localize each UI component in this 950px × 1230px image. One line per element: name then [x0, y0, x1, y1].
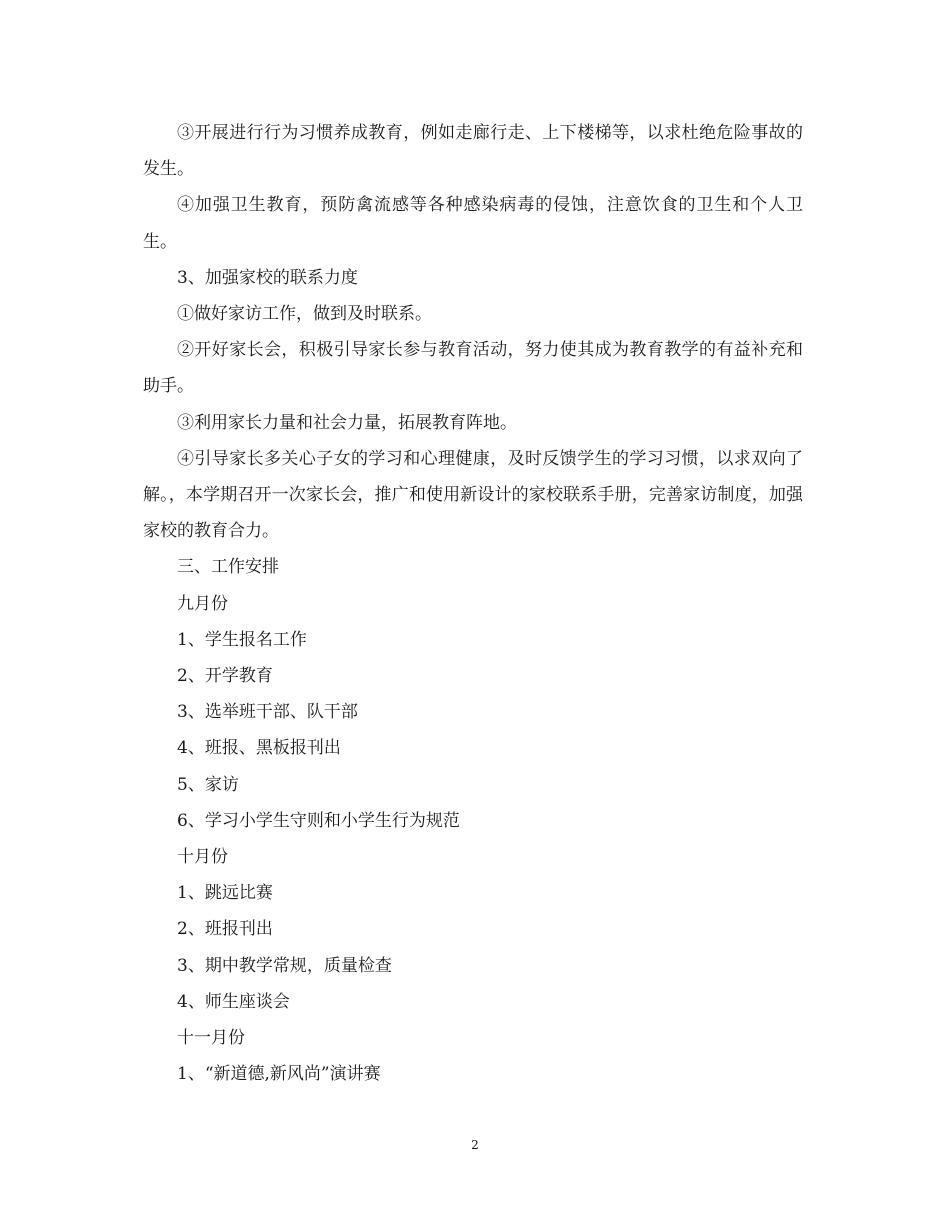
list-item: 4、师生座谈会: [177, 991, 290, 1012]
list-item: 5、家访: [177, 774, 239, 795]
list-item: 3、期中教学常规，质量检查: [177, 955, 392, 976]
paragraph: ①做好家访工作，做到及时联系。: [177, 304, 432, 325]
paragraph: ④加强卫生教育，预防禽流感等各种感染病毒的侵蚀，注意饮食的卫生和个人卫生。: [143, 195, 803, 252]
document-body: [143, 115, 803, 1092]
paragraph: ③利用家长力量和社会力量，拓展教育阵地。: [177, 412, 517, 433]
list-item: 1、学生报名工作: [177, 629, 307, 650]
month-heading: 十一月份: [177, 1028, 245, 1049]
page-number: 2: [471, 1138, 479, 1152]
list-item: 4、班报、黑板报刊出: [177, 738, 341, 759]
month-heading: 十月份: [177, 847, 228, 868]
list-item: 3、选举班干部、队干部: [177, 702, 358, 723]
month-heading: 九月份: [177, 593, 228, 614]
paragraph: ③开展进行行为习惯养成教育，例如走廊行走、上下楼梯等，以求杜绝危险事故的发生。: [143, 123, 803, 180]
list-item: 6、学习小学生守则和小学生行为规范: [177, 810, 460, 831]
list-item: 1、跳远比赛: [177, 883, 273, 904]
section-heading: 三、工作安排: [177, 557, 279, 578]
list-item: 1、“新道德,新风尚”演讲赛: [177, 1064, 381, 1085]
list-item: 2、开学教育: [177, 666, 273, 687]
paragraph: ④引导家长多关心子女的学习和心理健康，及时反馈学生的学习习惯，以求双向了解。，本学期召开一次家长会，推广和使用新设计的家校联系手册，完善家访制度，加强家校的教育合力。: [143, 448, 803, 542]
paragraph: ②开好家长会，积极引导家长参与教育活动，努力使其成为教育教学的有益补充和助手。: [143, 340, 803, 397]
list-item: 2、班报刊出: [177, 919, 273, 940]
section-heading: 3、加强家校的联系力度: [177, 267, 358, 288]
